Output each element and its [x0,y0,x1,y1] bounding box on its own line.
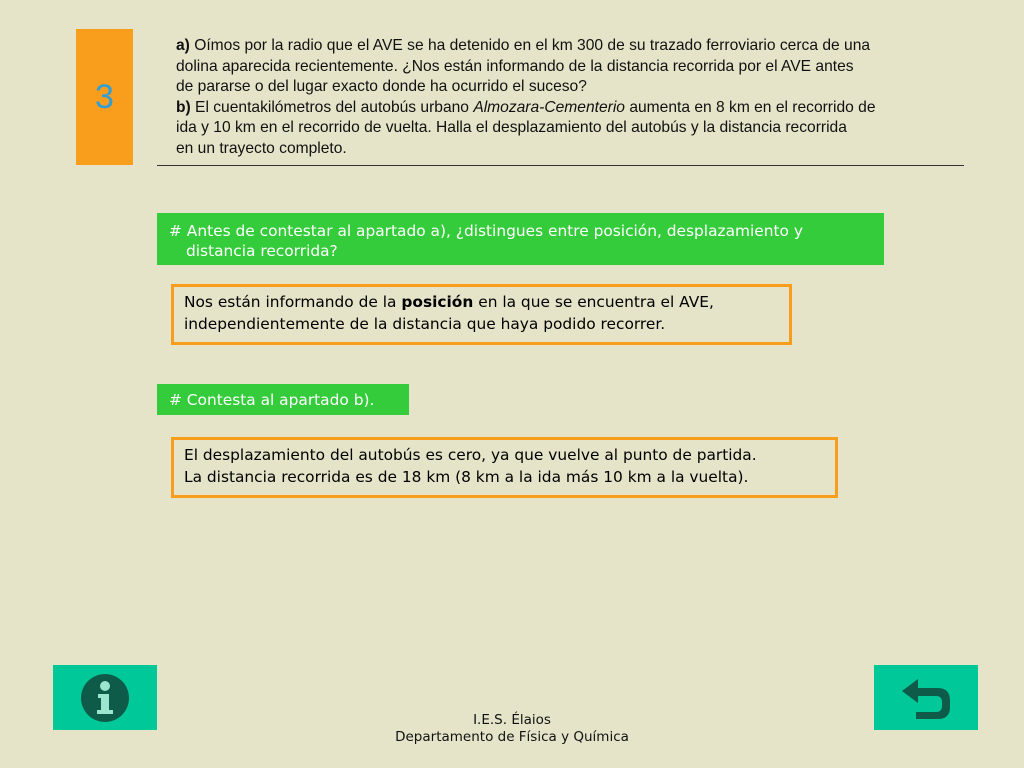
info-icon [79,672,131,724]
answer-2-line-1: El desplazamiento del autobús es cero, ya que vuelve al punto de partida. [184,446,757,464]
info-button[interactable] [53,665,157,730]
part-a-text-1: Oímos por la radio que el AVE se ha detenido en el km 300 de su trazado ferroviario cerca de una [189,37,871,54]
answer-box-1 [171,284,792,345]
answer-1-line-1 [184,291,779,313]
answer-1-line-2: independientemente de la distancia que haya podido recorrer. [184,315,666,333]
part-b-line-2: ida y 10 km en el recorrido de vuelta. Halla el desplazamiento del autobús y la distancia recorrida [176,119,847,136]
part-a-label: a) [176,37,190,54]
question-2-text: # Contesta al apartado b). [169,391,375,409]
return-button[interactable] [874,665,978,730]
return-arrow-icon [898,675,954,721]
part-a-line-1 [176,36,976,57]
answer-1-keyword: posición [401,293,474,311]
question-box-1 [157,213,884,265]
question-1-line-1: # Antes de contestar al apartado a), ¿distingues entre posición, desplazamiento y [169,222,803,240]
exercise-number-badge [76,29,133,165]
answer-box-2 [171,437,838,498]
bus-route-name: Almozara-Cementerio [473,98,625,116]
part-a-line-3: de pararse o del lugar exacto donde ha ocurrido el suceso? [176,78,587,95]
exercise-number: 3 [95,77,114,116]
footer [312,712,712,746]
part-b-line-1 [176,98,976,119]
part-b-label: b) [176,98,191,116]
answer-2-line-2: La distancia recorrida es de 18 km (8 km a la ida más 10 km a la vuelta). [184,468,749,486]
answer-1-text-a: Nos están informando de la [184,293,402,311]
part-a-line-2: dolina aparecida recientemente. ¿Nos están informando de la distancia recorrida por el AVE antes [176,57,854,75]
part-b-text-1a: El cuentakilómetros del autobús urbano [190,98,474,116]
school-name: I.E.S. Élaios [473,712,551,728]
question-box-2 [157,384,409,415]
divider-line [157,165,964,166]
department-name: Departamento de Física y Química [395,729,629,745]
exercise-statement [176,36,976,159]
part-b-line-3: en un trayecto completo. [176,139,347,157]
part-b-text-1b: aumenta en 8 km en el recorrido de [624,98,876,116]
answer-1-text-b: en la que se encuentra el AVE, [473,293,714,311]
question-1-line-2: distancia recorrida? [186,242,338,260]
